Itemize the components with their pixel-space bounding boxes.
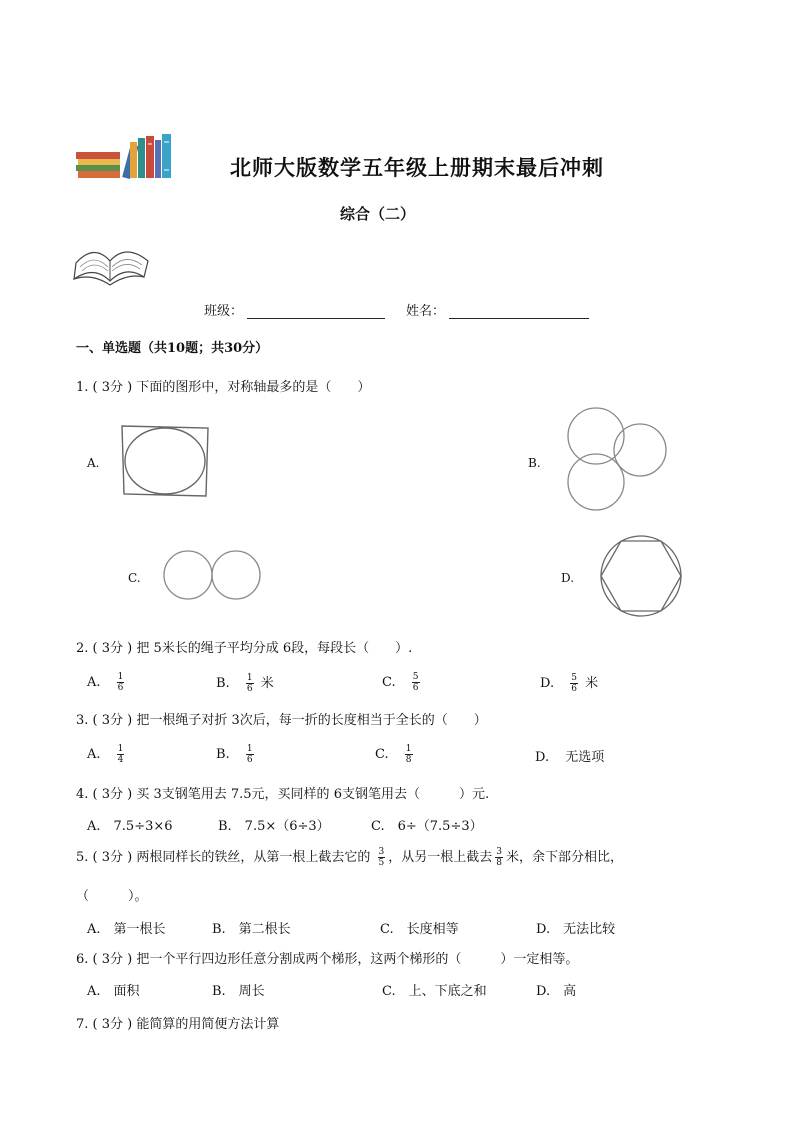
open-book-icon [70, 235, 152, 290]
option-letter: A. [87, 747, 101, 762]
numerator: 1 [117, 672, 124, 682]
q6-option-c[interactable]: C. 上、下底之和 [382, 984, 487, 999]
section-heading: 一、单选题（共10题；共30分） [76, 341, 269, 356]
q2-option-b[interactable] [216, 672, 274, 694]
name-label: 姓名： [406, 304, 446, 319]
fraction [495, 847, 503, 868]
fraction [246, 673, 254, 694]
fraction [246, 744, 254, 765]
q5-option-a[interactable]: A. 第一根长 [87, 922, 166, 937]
question-5-stem-line-2: （ ）。 [76, 889, 148, 904]
denominator: 6 [571, 684, 577, 694]
numerator: 1 [246, 673, 253, 683]
option-letter: C. [375, 747, 389, 762]
hexagon-in-circle-figure [595, 535, 687, 617]
class-field [204, 300, 385, 319]
square-with-circle-figure [118, 424, 214, 500]
stem-part: 5. ( 3分 ) 两根同样长的铁丝，从第一根上截去它的 [76, 850, 371, 865]
q6-option-b[interactable]: B. 周长 [212, 984, 265, 999]
q6-option-a[interactable]: A. 面积 [87, 984, 140, 999]
question-3-stem: 3. ( 3分 ) 把一根绳子对折 3次后，每一折的长度相当于全长的（ ） [76, 713, 487, 728]
numerator: 1 [405, 744, 412, 754]
fraction [412, 672, 420, 693]
q3-option-d[interactable] [535, 746, 604, 765]
page-title: 北师大版数学五年级上册期末最后冲刺 [230, 155, 604, 180]
q4-option-b[interactable]: B. 7.5×（6÷3） [218, 819, 330, 834]
q4-option-c[interactable]: C. 6÷（7.5÷3） [371, 819, 483, 834]
numerator: 5 [571, 673, 577, 683]
q5-option-d[interactable]: D. 无法比较 [536, 922, 616, 937]
fraction [570, 673, 578, 694]
q3-option-a[interactable] [87, 744, 127, 765]
denominator: 4 [117, 755, 124, 765]
option-letter: B. [216, 747, 230, 762]
denominator: 6 [246, 755, 253, 765]
stem-part: ，从另一根上截去 [388, 850, 493, 865]
question-4-stem: 4. ( 3分 ) 买 3支钢笔用去 7.5元，买同样的 6支钢笔用去（ ）元. [76, 787, 490, 802]
fraction [405, 744, 413, 765]
option-letter: B. [216, 676, 230, 691]
numerator: 3 [496, 847, 502, 857]
q4-option-a[interactable]: A. 7.5÷3×6 [87, 819, 173, 834]
fraction [117, 744, 125, 765]
denominator: 8 [405, 755, 412, 765]
q5-option-b[interactable]: B. 第二根长 [212, 922, 291, 937]
numerator: 1 [117, 744, 124, 754]
q2-option-c[interactable] [382, 672, 423, 693]
numerator: 5 [412, 672, 419, 682]
q5-option-c[interactable]: C. 长度相等 [380, 922, 459, 937]
option-letter: A. [87, 675, 101, 690]
q2-option-d[interactable] [540, 672, 598, 694]
denominator: 6 [246, 684, 253, 694]
option-text: 无选项 [565, 750, 605, 765]
unit: 米 [585, 676, 599, 691]
class-label: 班级： [204, 304, 244, 319]
name-input-line[interactable] [449, 304, 589, 319]
fraction [117, 672, 125, 693]
denominator: 6 [117, 683, 124, 693]
denominator: 5 [378, 858, 385, 868]
q1-option-a-label[interactable]: A. [87, 456, 100, 470]
question-1-stem: 1. ( 3分 ) 下面的图形中，对称轴最多的是（ ） [76, 380, 371, 395]
numerator: 1 [246, 744, 253, 754]
q2-option-a[interactable] [87, 672, 127, 693]
option-letter: C. [382, 675, 396, 690]
q1-option-b-label[interactable]: B. [528, 456, 541, 470]
q1-option-c-label[interactable]: C. [128, 571, 141, 585]
q1-option-d-label[interactable]: D. [561, 571, 575, 585]
stem-part: 米，余下部分相比， [505, 850, 623, 865]
option-letter: D. [540, 676, 555, 691]
page-subtitle: 综合（二） [340, 205, 416, 223]
question-7-stem: 7. ( 3分 ) 能简算的用简便方法计算 [76, 1017, 280, 1032]
q6-option-d[interactable]: D. 高 [536, 984, 577, 999]
unit: 米 [260, 676, 274, 691]
fraction [378, 847, 386, 868]
numerator: 3 [378, 847, 385, 857]
q3-option-c[interactable] [375, 744, 416, 765]
three-circles-figure [560, 404, 672, 516]
question-2-stem: 2. ( 3分 ) 把 5米长的绳子平均分成 6段，每段长（ ）. [76, 641, 413, 656]
class-input-line[interactable] [247, 304, 385, 319]
question-6-stem: 6. ( 3分 ) 把一个平行四边形任意分割成两个梯形，这两个梯形的（ ）一定相等。 [76, 952, 579, 967]
denominator: 6 [412, 683, 419, 693]
denominator: 8 [496, 858, 502, 868]
question-5-stem [76, 846, 623, 868]
name-field [406, 300, 589, 319]
option-letter: D. [535, 750, 550, 765]
q3-option-b[interactable] [216, 744, 257, 765]
two-circles-figure [160, 550, 264, 600]
